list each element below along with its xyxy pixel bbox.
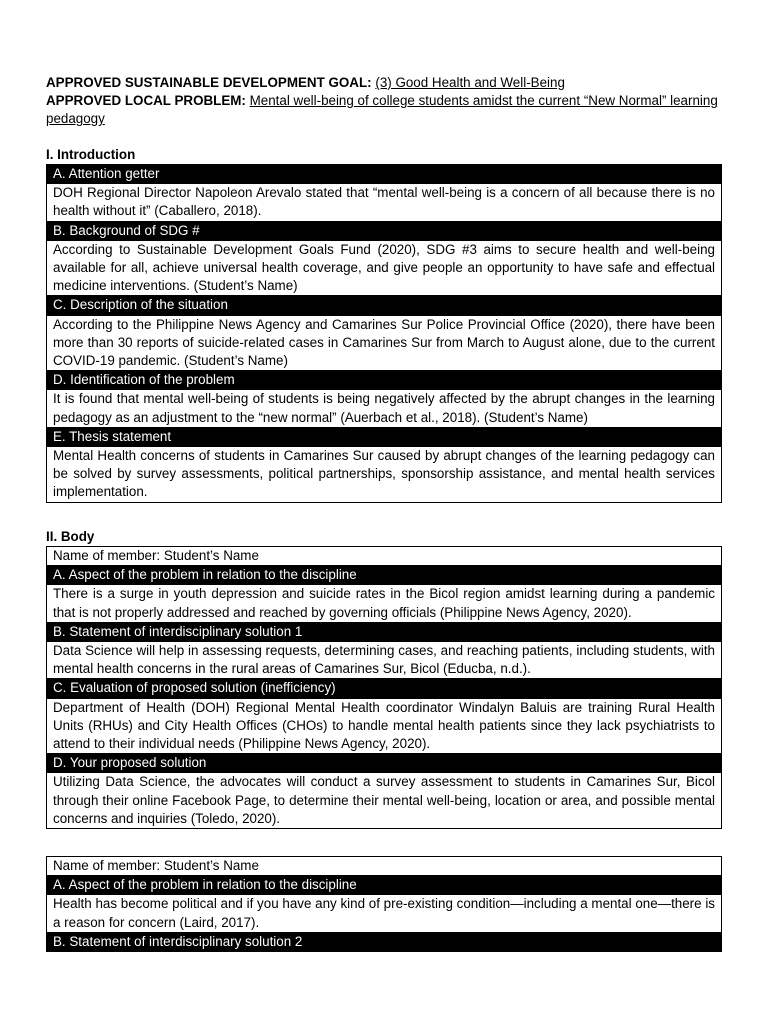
intro-heading-a: A. Attention getter [47,165,722,184]
document-header [46,74,726,129]
sdg-label: APPROVED SUSTAINABLE DEVELOPMENT GOAL: [46,75,372,90]
sdg-line [46,74,726,92]
member-1-heading-d: D. Your proposed solution [47,754,722,773]
sdg-value: (3) Good Health and Well-Being [375,75,565,90]
member-1-table [46,546,722,829]
intro-heading-d: D. Identification of the problem [47,371,722,390]
member-2-heading-a: A. Aspect of the problem in relation to the discipline [47,876,722,895]
member-1-name: Name of member: Student’s Name [47,547,722,566]
member-2-name: Name of member: Student’s Name [47,857,722,876]
member-2-text-a: Health has become political and if you have any kind of pre-existing condition—including a mental one—there is a reason for concern (Laird, 2017). [47,895,722,932]
member-1-heading-b: B. Statement of interdisciplinary solution 1 [47,622,722,641]
member-1-text-c: Department of Health (DOH) Regional Mental Health coordinator Windalyn Baluis are training Rural Health Units (RHUs) and City Health Offices (CHOs) to handle mental health patients since they lack psychiatrists to attend to their individual needs (Philippine News Agency, 2020). [47,698,722,754]
introduction-title: I. Introduction [46,147,136,162]
intro-text-c: According to the Philippine News Agency and Camarines Sur Police Provincial Office (2020), there have been more than 30 reports of suicide-related cases in Camarines Sur from March to August alone, due to the current COVID-19 pandemic. (Student’s Name) [47,315,722,371]
member-1-heading-a: A. Aspect of the problem in relation to the discipline [47,566,722,585]
body-title: II. Body [46,529,95,544]
intro-text-a: DOH Regional Director Napoleon Arevalo stated that “mental well-being is a concern of all because there is no health without it” (Caballero, 2018). [47,184,722,221]
problem-label: APPROVED LOCAL PROBLEM: [46,93,246,109]
problem-line [46,92,726,128]
member-2-table [46,856,722,952]
intro-heading-c: C. Description of the situation [47,296,722,315]
problem-value: Mental well-being of college students amidst the current “New Normal” learning pedagogy [46,93,718,127]
member-1-text-d: Utilizing Data Science, the advocates will conduct a survey assessment to students in Camarines Sur, Bicol through their online Facebook Page, to determine their mental well-being, location or area, and possible mental concerns and inquiries (Toledo, 2020). [47,773,722,829]
intro-heading-b: B. Background of SDG # [47,221,722,240]
intro-text-d: It is found that mental well-being of students is being negatively affected by the abrupt changes in the learning pedagogy as an adjustment to the “new normal” (Auerbach et al., 2018). (Student’s Name) [47,390,722,427]
member-1-text-a: There is a surge in youth depression and suicide rates in the Bicol region amidst learning during a pandemic that is not properly addressed and reached by governing officials (Philippine News Agency, 2020). [47,585,722,622]
member-2-heading-b: B. Statement of interdisciplinary solution 2 [47,932,722,951]
member-1-text-b: Data Science will help in assessing requests, determining cases, and reaching patients, including students, with mental health concerns in the rural areas of Camarines Sur, Bicol (Educba, n.d.). [47,642,722,679]
intro-text-e: Mental Health concerns of students in Camarines Sur caused by abrupt changes of the learning pedagogy can be solved by survey assessments, political partnerships, sponsorship assistance, and mental health services implementation. [47,447,722,503]
introduction-table [46,164,722,503]
member-1-heading-c: C. Evaluation of proposed solution (inefficiency) [47,679,722,698]
intro-text-b: According to Sustainable Development Goals Fund (2020), SDG #3 aims to secure health and well-being available for all, achieve universal health coverage, and give people an opportunity to have safe and effectual medicine interventions. (Student’s Name) [47,240,722,296]
intro-heading-e: E. Thesis statement [47,427,722,446]
